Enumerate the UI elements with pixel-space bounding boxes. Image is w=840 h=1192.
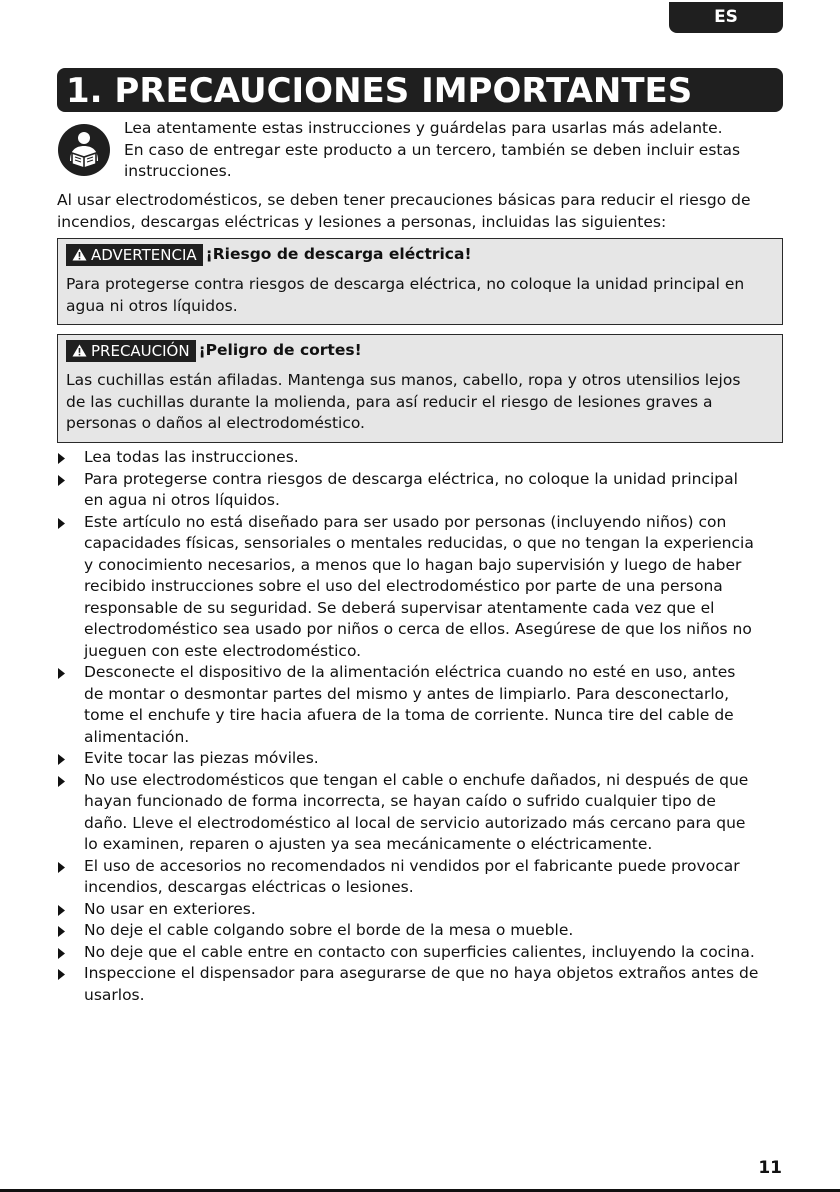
precaution-list — [57, 447, 783, 1006]
list-item — [57, 447, 783, 469]
bullet-arrow-icon — [58, 776, 65, 787]
page-number: 11 — [758, 1158, 782, 1178]
list-item — [57, 856, 783, 899]
bullet-arrow-icon — [58, 754, 65, 765]
list-item-line: tome el enchufe y tire hacia afuera de la toma de corriente. Nunca tire del cable de — [84, 706, 734, 724]
list-item-line: El uso de accesorios no recomendados ni vendidos por el fabricante puede provocar — [84, 856, 740, 875]
list-item — [57, 469, 783, 512]
section-title: 1. PRECAUCIONES IMPORTANTES — [57, 68, 783, 112]
caution-tag — [66, 340, 196, 362]
list-item-line: No use electrodomésticos que tengan el cable o enchufe dañados, ni después de que — [84, 770, 749, 789]
intro-line: instrucciones. — [124, 162, 232, 180]
warning-title: ¡Riesgo de descarga eléctrica! — [205, 245, 472, 264]
list-item-line: No deje el cable colgando sobre el borde de la mesa o mueble. — [84, 921, 574, 939]
warning-line: agua ni otros líquidos. — [66, 296, 238, 315]
caution-title: ¡Peligro de cortes! — [198, 341, 362, 360]
warning-body — [66, 274, 774, 317]
bullet-arrow-icon — [58, 475, 65, 486]
list-item — [57, 662, 783, 748]
list-item-line: recibido instrucciones sobre el uso del electrodoméstico por parte de una persona — [84, 577, 723, 595]
list-item-line: alimentación. — [84, 727, 190, 746]
warning-triangle-icon — [72, 344, 87, 357]
list-item-line: en agua ni otros líquidos. — [84, 491, 280, 509]
list-item-line: Evite tocar las piezas móviles. — [84, 749, 319, 767]
bullet-arrow-icon — [58, 905, 65, 916]
list-item-line: y conocimiento necesarios, a menos que lo hagan bajo supervisión y luego de haber — [84, 555, 742, 574]
caution-line: de las cuchillas durante la molienda, para así reducir el riesgo de lesiones graves a — [66, 392, 713, 411]
list-item — [57, 963, 783, 1006]
list-item-line: Lea todas las instrucciones. — [84, 448, 299, 466]
warning-line: Para protegerse contra riesgos de descarga eléctrica, no coloque la unidad principal en — [66, 275, 745, 293]
caution-tag-label: PRECAUCIÓN — [91, 342, 190, 360]
list-item-line: Inspeccione el dispensador para asegurarse de que no haya objetos extraños antes de — [84, 964, 759, 982]
list-item-line: electrodoméstico sea usado por niños o cerca de ellos. Asegúrese de que los niños no — [84, 620, 752, 638]
caution-line: personas o daños al electrodoméstico. — [66, 414, 365, 432]
bullet-arrow-icon — [58, 926, 65, 937]
list-item-line: usarlos. — [84, 985, 145, 1004]
list-item — [57, 770, 783, 856]
warning-box — [57, 238, 783, 325]
read-manual-icon — [57, 123, 111, 177]
list-item-line: lo examinen, reparen o ajusten ya sea mecánicamente o eléctricamente. — [84, 835, 653, 853]
list-item — [57, 748, 783, 770]
lead-line: incendios, descargas eléctricas y lesiones a personas, incluidas las siguientes: — [57, 212, 667, 231]
intro-text — [124, 118, 784, 183]
language-tab: ES — [669, 2, 783, 33]
lead-line: Al usar electrodomésticos, se deben tener precauciones básicas para reducir el riesgo de — [57, 191, 751, 209]
lead-paragraph — [57, 190, 783, 233]
caution-body — [66, 370, 774, 435]
warning-triangle-icon — [72, 248, 87, 261]
warning-tag-label: ADVERTENCIA — [91, 246, 197, 264]
list-item-line: Desconecte el dispositivo de la alimentación eléctrica cuando no esté en uso, antes — [84, 663, 736, 681]
list-item-line: capacidades físicas, sensoriales o mentales reducidas, o que no tengan la experiencia — [84, 534, 754, 552]
bullet-arrow-icon — [58, 453, 65, 464]
list-item-line: No deje que el cable entre en contacto con superficies calientes, incluyendo la cocina. — [84, 942, 755, 961]
list-item-line: Este artículo no está diseñado para ser usado por personas (incluyendo niños) con — [84, 512, 727, 531]
bullet-arrow-icon — [58, 948, 65, 959]
list-item-line: No usar en exteriores. — [84, 899, 256, 918]
list-item-line: jueguen con este electrodoméstico. — [84, 641, 362, 660]
caution-line: Las cuchillas están afiladas. Mantenga sus manos, cabello, ropa y otros utensilios lejos — [66, 371, 741, 389]
list-item — [57, 920, 783, 942]
warning-header — [66, 244, 774, 268]
bullet-arrow-icon — [58, 862, 65, 873]
list-item-line: de montar o desmontar partes del mismo y antes de limpiarlo. Para desconectarlo, — [84, 684, 730, 703]
bullet-arrow-icon — [58, 518, 65, 529]
warning-tag — [66, 244, 203, 266]
bullet-arrow-icon — [58, 969, 65, 980]
list-item-line: daño. Lleve el electrodoméstico al local de servicio autorizado más cercano para que — [84, 813, 746, 832]
list-item — [57, 899, 783, 921]
list-item-line: Para protegerse contra riesgos de descarga eléctrica, no coloque la unidad principal — [84, 469, 738, 488]
caution-header — [66, 340, 774, 364]
list-item — [57, 512, 783, 663]
list-item — [57, 942, 783, 964]
caution-box — [57, 334, 783, 443]
bullet-arrow-icon — [58, 668, 65, 679]
list-item-line: incendios, descargas eléctricas o lesiones. — [84, 878, 414, 896]
intro-line: Lea atentamente estas instrucciones y guárdelas para usarlas más adelante. — [124, 119, 723, 137]
list-item-line: hayan funcionado de forma incorrecta, se hayan caído o sufrido cualquier tipo de — [84, 792, 716, 810]
list-item-line: responsable de su seguridad. Se deberá supervisar atentamente cada vez que el — [84, 598, 715, 617]
intro-line: En caso de entregar este producto a un tercero, también se deben incluir estas — [124, 140, 741, 159]
